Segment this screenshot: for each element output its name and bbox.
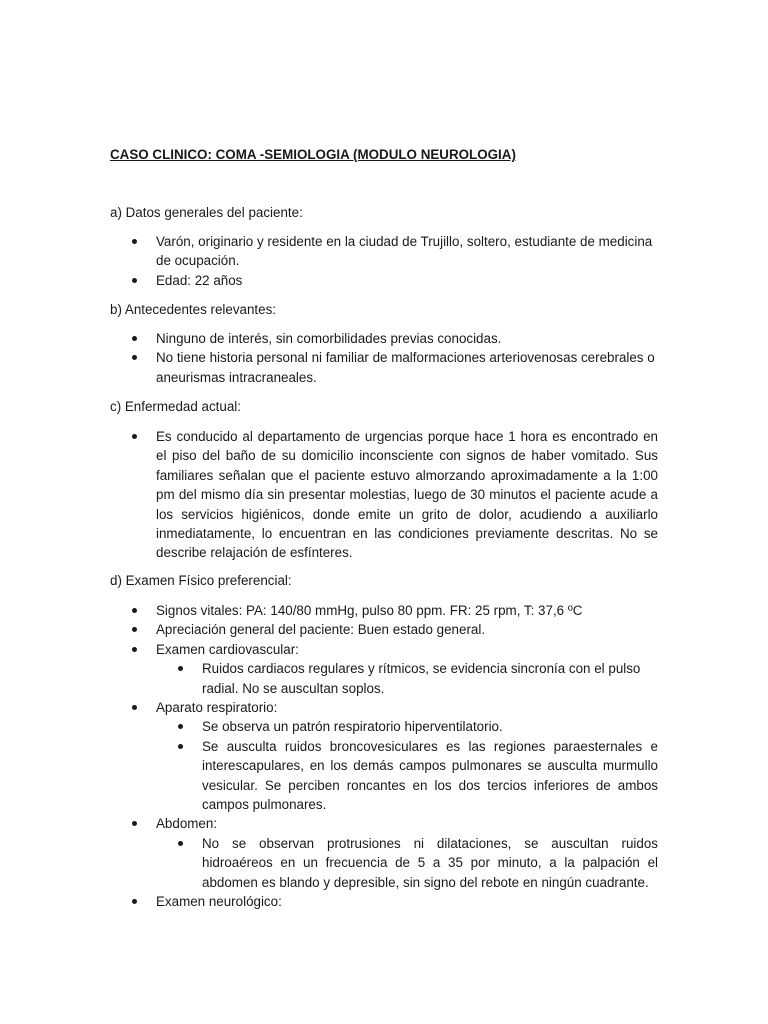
section-heading-a: a) Datos generales del paciente: <box>110 205 303 220</box>
list-item <box>110 892 658 911</box>
list-item-text: Examen neurológico: <box>156 894 282 910</box>
sub-list-item <box>110 834 658 892</box>
section-list-d <box>110 601 658 912</box>
bullet-icon <box>132 355 137 360</box>
bullet-icon <box>132 608 137 613</box>
list-item <box>110 601 658 620</box>
bullet-icon <box>178 666 183 671</box>
bullet-icon <box>132 278 137 283</box>
section-list-c <box>110 427 658 563</box>
document-title: CASO CLINICO: COMA -SEMIOLOGIA (MODULO NEUROLOGIA) <box>110 147 516 162</box>
bullet-icon <box>132 821 137 826</box>
sub-list-item <box>110 717 658 736</box>
bullet-icon <box>132 627 137 632</box>
list-item-text: Aparato respiratorio: <box>156 700 278 716</box>
list-item <box>110 232 658 271</box>
section-heading-d: d) Examen Físico preferencial: <box>110 573 292 588</box>
list-item <box>110 620 658 639</box>
bullet-icon <box>132 434 137 439</box>
list-item-text: Se observa un patrón respiratorio hiperventilatorio. <box>202 719 503 735</box>
list-item-text: Signos vitales: PA: 140/80 mmHg, pulso 80 ppm. FR: 25 rpm, T: 37,6 ºC <box>156 603 583 618</box>
section-heading-b: b) Antecedentes relevantes: <box>110 302 277 317</box>
list-item-text: Abdomen: <box>156 816 218 832</box>
bullet-icon <box>178 744 183 749</box>
list-item <box>110 271 658 290</box>
section-list-b <box>110 329 658 387</box>
section-list-a <box>110 232 658 290</box>
bullet-icon <box>178 724 183 729</box>
list-item-text: Edad: 22 años <box>156 272 243 288</box>
sub-list-item <box>110 659 658 698</box>
bullet-icon <box>132 899 137 904</box>
list-item-text: Examen cardiovascular: <box>156 641 299 657</box>
list-item-text: Ninguno de interés, sin comorbilidades previas conocidas. <box>156 331 502 346</box>
sub-list-item <box>110 737 658 815</box>
list-item-text: Es conducido al departamento de urgencias porque hace 1 hora es encontrado en el piso del baño de su domicilio inconsciente con signos de haber vomitado. Sus familiares señalan que el paciente estuvo almorzando aproximadamente a la 1:00 pm del mismo día sin presentar molestias, luego de 30 minutos el paciente acude a los servicios higiénicos, donde emite un grito de dolor, acudiendo a auxiliarlo inmediatamente, lo encuentran en las condiciones previamente descritas. No se describe relajación de esfínteres. <box>156 429 658 561</box>
list-item <box>110 640 658 659</box>
list-item <box>110 427 658 563</box>
bullet-icon <box>132 336 137 341</box>
list-item <box>110 698 658 717</box>
list-item <box>110 329 658 348</box>
bullet-icon <box>132 239 137 244</box>
bullet-icon <box>132 705 137 710</box>
bullet-icon <box>132 647 137 652</box>
list-item-text: Apreciación general del paciente: Buen estado general. <box>156 622 486 638</box>
section-heading-c: c) Enfermedad actual: <box>110 399 241 414</box>
list-item-text: No se observan protrusiones ni dilataciones, se auscultan ruidos hidroaéreos en un frecuencia de 5 a 35 por minuto, a la palpación el abdomen es blando y depresible, sin signo del rebote en ningún cuadrante. <box>202 835 658 890</box>
list-item-text: Se ausculta ruidos broncovesiculares es las regiones paraesternales e interescapulares, en los demás campos pulmonares se ausculta murmullo vesicular. Se perciben roncantes en los dos tercios inferiores de ambos campos pulmonares. <box>202 738 658 813</box>
list-item-text: Varón, originario y residente en la ciudad de Trujillo, soltero, estudiante de medicina de ocupación. <box>156 234 653 269</box>
list-item-text: No tiene historia personal ni familiar de malformaciones arteriovenosas cerebrales o aneurismas intracraneales. <box>156 350 655 385</box>
list-item-text: Ruidos cardiacos regulares y rítmicos, se evidencia sincronía con el pulso radial. No se auscultan soplos. <box>202 661 641 696</box>
bullet-icon <box>178 841 183 846</box>
list-item <box>110 348 658 387</box>
list-item <box>110 814 658 833</box>
